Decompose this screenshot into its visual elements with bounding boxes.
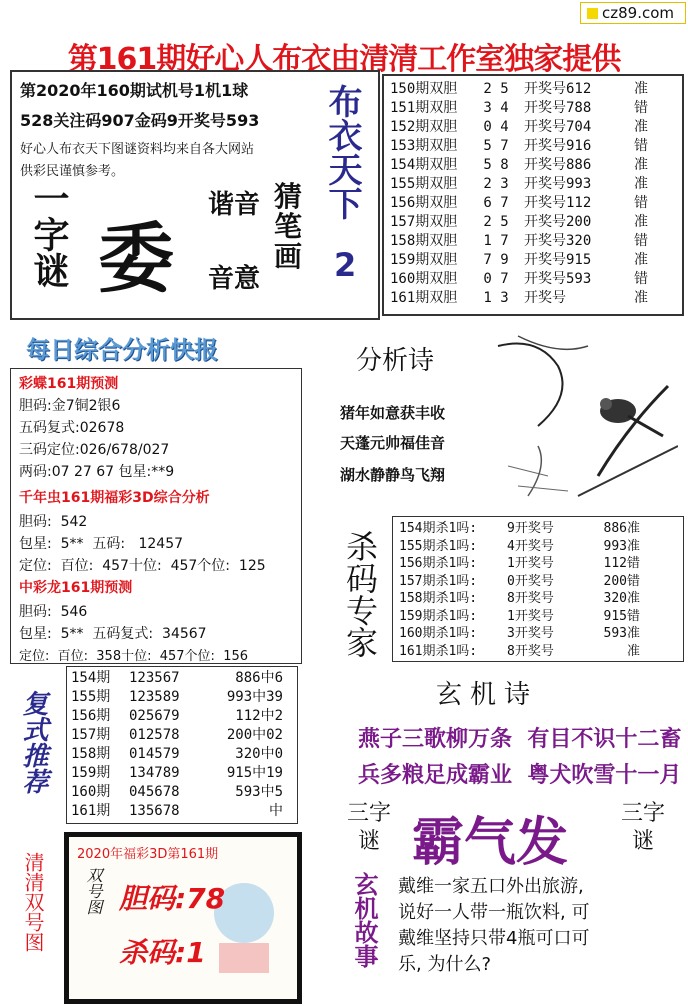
history-issue: 153期双胆 bbox=[390, 138, 458, 154]
compound-row bbox=[71, 745, 293, 764]
kill-code-label: 杀码专家 bbox=[341, 530, 379, 658]
compound-issue: 160期 bbox=[71, 784, 111, 800]
compound-nums: 135678 bbox=[129, 803, 180, 819]
caidie-line4: 两码:07 27 67 包星:**9 bbox=[19, 464, 175, 480]
history-issue: 154期双胆 bbox=[390, 157, 458, 173]
kill-open: 3开奖号 bbox=[507, 626, 554, 641]
caution-note: 供彩民谨慎参考。 bbox=[20, 164, 125, 179]
three-char-riddle-left: 三字谜 bbox=[346, 801, 391, 854]
site-domain: cz89.com bbox=[602, 4, 675, 22]
story-line1: 戴维一家五口外出旅游, bbox=[398, 876, 584, 897]
history-row bbox=[390, 194, 676, 213]
compound-issue: 154期 bbox=[71, 670, 111, 686]
history-mark: 错 bbox=[634, 233, 648, 249]
compound-nums: 014579 bbox=[129, 746, 180, 762]
mystery-poem-line2: 兵多粮足成霸业 粤犬吹雪十一月 bbox=[358, 763, 682, 788]
history-row bbox=[390, 137, 676, 156]
story-label: 玄机故事 bbox=[350, 872, 378, 968]
kill-row bbox=[399, 643, 677, 661]
kill-row bbox=[399, 520, 677, 538]
story-line4: 乐, 为什么? bbox=[398, 954, 491, 975]
history-row bbox=[390, 156, 676, 175]
kill-mark: 错 bbox=[627, 608, 641, 624]
compound-issue: 159期 bbox=[71, 765, 111, 781]
compound-nums: 123567 bbox=[129, 670, 180, 686]
analysis-poem-line2: 天蓬元帅福佳音 bbox=[340, 434, 446, 452]
kill-issue: 160期杀1吗: bbox=[399, 626, 478, 641]
analysis-poem-title: 分析诗 bbox=[356, 346, 435, 376]
focus-code-line: 528关注码907金码9开奖号593 bbox=[20, 111, 260, 130]
compound-nums: 134789 bbox=[129, 765, 180, 781]
compound-result: 112中2 bbox=[235, 708, 283, 724]
fc3d-title: 2020年福彩3D第161期 bbox=[77, 847, 219, 862]
kill-issue: 155期杀1吗: bbox=[399, 538, 478, 554]
compound-row bbox=[71, 764, 293, 783]
kill-issue: 158期杀1吗: bbox=[399, 591, 478, 606]
history-row bbox=[390, 213, 676, 232]
compound-nums: 025679 bbox=[129, 708, 180, 724]
history-row bbox=[390, 251, 676, 270]
kill-mark: 准 bbox=[627, 591, 641, 606]
hint-strokes: 猜笔画 bbox=[274, 180, 303, 273]
kill-open: 8开奖号 bbox=[507, 591, 554, 606]
qingqing-double-label: 清清双号图 bbox=[21, 852, 45, 952]
history-mark: 错 bbox=[634, 100, 648, 116]
compound-result: 993中39 bbox=[226, 689, 283, 705]
kill-mark: 准 bbox=[627, 521, 641, 536]
kill-issue: 159期杀1吗: bbox=[399, 608, 478, 624]
history-issue: 158期双胆 bbox=[390, 233, 458, 249]
history-row bbox=[390, 99, 676, 118]
history-result: 开奖号612 bbox=[524, 81, 592, 97]
history-issue: 151期双胆 bbox=[390, 100, 458, 116]
history-dan: 1 3 bbox=[483, 290, 509, 306]
brand-title: 布衣天下 bbox=[322, 84, 362, 220]
history-dan: 0 7 bbox=[483, 271, 509, 287]
kill-row bbox=[399, 590, 677, 608]
kill-mark: 准 bbox=[627, 626, 641, 641]
compound-nums: 045678 bbox=[129, 784, 180, 800]
qnc-line1: 胆码: 542 bbox=[19, 514, 88, 530]
analysis-poem-line3: 湖水静静鸟飞翔 bbox=[340, 466, 446, 484]
history-result: 开奖号200 bbox=[524, 214, 592, 230]
compound-row bbox=[71, 669, 293, 688]
three-char-riddle-right: 三字谜 bbox=[620, 801, 665, 854]
compound-issue: 158期 bbox=[71, 746, 111, 762]
history-issue: 155期双胆 bbox=[390, 176, 458, 192]
history-mark: 错 bbox=[634, 195, 648, 211]
history-issue: 156期双胆 bbox=[390, 195, 458, 211]
mystery-poem-line1: 燕子三歌柳万条 有目不识十二畜 bbox=[358, 727, 682, 752]
kill-row bbox=[399, 608, 677, 626]
history-issue: 160期双胆 bbox=[390, 271, 458, 287]
compound-row bbox=[71, 783, 293, 802]
story-line2: 说好一人带一瓶饮料, 可 bbox=[398, 902, 590, 923]
history-result: 开奖号993 bbox=[524, 176, 592, 192]
kill-row bbox=[399, 573, 677, 591]
daily-report-title: 每日综合分析快报 bbox=[26, 336, 218, 364]
history-dan: 2 5 bbox=[483, 214, 509, 230]
source-note: 好心人布衣天下图谜资料均来自各大网站 bbox=[20, 142, 255, 157]
kill-num: 320 bbox=[603, 591, 627, 606]
compound-nums: 123589 bbox=[129, 689, 180, 705]
history-mark: 错 bbox=[634, 138, 648, 154]
history-issue: 157期双胆 bbox=[390, 214, 458, 230]
kill-issue: 161期杀1吗: bbox=[399, 643, 478, 659]
compound-row bbox=[71, 726, 293, 745]
history-dan: 2 5 bbox=[483, 81, 509, 97]
site-badge[interactable] bbox=[580, 2, 686, 24]
caidie-title: 彩蝶161期预测 bbox=[19, 376, 119, 392]
zcl-line3: 定位: 百位: 358十位: 457个位: 156 bbox=[19, 649, 249, 664]
kill-open: 8开奖号 bbox=[507, 643, 554, 659]
history-dan: 2 3 bbox=[483, 176, 509, 192]
compound-result: 200中02 bbox=[226, 727, 283, 743]
history-row bbox=[390, 289, 676, 308]
zcl-line1: 胆码: 546 bbox=[19, 604, 88, 620]
history-row bbox=[390, 80, 676, 99]
history-mark: 准 bbox=[634, 119, 648, 135]
kill-issue: 154期杀1吗: bbox=[399, 521, 478, 536]
hint-meaning: 音意 bbox=[208, 264, 261, 294]
kill-mark: 准 bbox=[627, 643, 641, 659]
kill-open: 0开奖号 bbox=[507, 573, 554, 589]
history-result: 开奖号788 bbox=[524, 100, 592, 116]
qnc-line2: 包星: 5** 五码: 12457 bbox=[19, 536, 184, 552]
compound-result: 中 bbox=[269, 803, 283, 819]
kill-num: 593 bbox=[603, 626, 627, 641]
compound-issue: 156期 bbox=[71, 708, 111, 724]
history-dan: 0 4 bbox=[483, 119, 509, 135]
history-mark: 准 bbox=[634, 157, 648, 173]
kill-mark: 错 bbox=[627, 556, 641, 571]
caidie-line3: 三码定位:026/678/027 bbox=[19, 442, 170, 458]
history-mark: 准 bbox=[634, 176, 648, 192]
compound-issue: 155期 bbox=[71, 689, 111, 705]
fc3d-dan: 胆码:78 bbox=[119, 882, 226, 915]
analysis-poem-line1: 猪年如意获丰收 bbox=[340, 404, 446, 422]
history-dan: 1 7 bbox=[483, 233, 509, 249]
history-dan: 5 7 bbox=[483, 138, 509, 154]
kill-num: 112 bbox=[603, 556, 627, 571]
history-row bbox=[390, 175, 676, 194]
compound-pick-label: 复式推荐 bbox=[18, 690, 48, 794]
test-number-line: 第2020年160期试机号1机1球 bbox=[20, 81, 249, 100]
riddle-big-char: 委 bbox=[98, 214, 174, 303]
history-result: 开奖号886 bbox=[524, 157, 592, 173]
history-result: 开奖号593 bbox=[524, 271, 592, 287]
history-mark: 准 bbox=[634, 290, 648, 306]
story-line3: 戴维坚持只带4瓶可口可 bbox=[398, 928, 590, 949]
kill-mark: 错 bbox=[627, 573, 641, 589]
kill-mark: 准 bbox=[627, 538, 641, 554]
kill-num: 993 bbox=[603, 538, 627, 554]
kill-open: 4开奖号 bbox=[507, 538, 554, 554]
kill-row bbox=[399, 538, 677, 556]
compound-issue: 161期 bbox=[71, 803, 111, 819]
riddle-big-text: 霸气发 bbox=[412, 813, 569, 873]
history-result: 开奖号704 bbox=[524, 119, 592, 135]
history-issue: 161期双胆 bbox=[390, 290, 458, 306]
history-mark: 准 bbox=[634, 214, 648, 230]
kill-row bbox=[399, 625, 677, 643]
compound-nums: 012578 bbox=[129, 727, 180, 743]
history-result: 开奖号320 bbox=[524, 233, 592, 249]
history-dan: 3 4 bbox=[483, 100, 509, 116]
compound-row bbox=[71, 707, 293, 726]
kill-open: 9开奖号 bbox=[507, 521, 554, 536]
kill-row bbox=[399, 555, 677, 573]
kill-num: 915 bbox=[603, 608, 627, 624]
compound-row bbox=[71, 688, 293, 707]
history-result: 开奖号112 bbox=[524, 195, 592, 211]
brand-number: 2 bbox=[334, 246, 357, 284]
mystery-poem-title: 玄机诗 bbox=[436, 680, 539, 710]
history-result: 开奖号 bbox=[524, 290, 566, 306]
kill-open: 1开奖号 bbox=[507, 556, 554, 571]
compound-result: 915中19 bbox=[226, 765, 283, 781]
zcl-line2: 包星: 5** 五码复式: 34567 bbox=[19, 626, 207, 642]
fc3d-sha: 杀码:1 bbox=[119, 936, 206, 969]
zcl-title: 中彩龙161期预测 bbox=[19, 580, 133, 596]
history-row bbox=[390, 232, 676, 251]
kill-issue: 156期杀1吗: bbox=[399, 556, 478, 571]
history-dan: 7 9 bbox=[483, 252, 509, 268]
compound-issue: 157期 bbox=[71, 727, 111, 743]
qnc-line3: 定位: 百位: 457十位: 457个位: 125 bbox=[19, 558, 266, 574]
page-title: 第161期好心人布衣由清清工作室独家提供 bbox=[67, 42, 621, 77]
kill-issue: 157期杀1吗: bbox=[399, 573, 478, 589]
forecast-panel bbox=[10, 368, 302, 664]
compound-result: 593中5 bbox=[235, 784, 283, 800]
compound-result: 320中0 bbox=[235, 746, 283, 762]
hint-homophone: 谐音 bbox=[208, 190, 261, 220]
qnc-title: 千年虫161期福彩3D综合分析 bbox=[19, 490, 210, 506]
history-row bbox=[390, 270, 676, 289]
double-dan-history bbox=[382, 74, 684, 316]
history-issue: 152期双胆 bbox=[390, 119, 458, 135]
history-issue: 150期双胆 bbox=[390, 81, 458, 97]
history-mark: 准 bbox=[634, 81, 648, 97]
history-result: 开奖号915 bbox=[524, 252, 592, 268]
site-logo-icon bbox=[587, 8, 598, 19]
fc3d-side-label: 双号图 bbox=[84, 867, 103, 915]
history-dan: 5 8 bbox=[483, 157, 509, 173]
caidie-line1: 胆码:金7铜2银6 bbox=[19, 398, 121, 414]
history-issue: 159期双胆 bbox=[390, 252, 458, 268]
kill-open: 1开奖号 bbox=[507, 608, 554, 624]
fc3d-panel bbox=[64, 832, 302, 1004]
history-dan: 6 7 bbox=[483, 195, 509, 211]
compound-result: 886中6 bbox=[235, 670, 283, 686]
history-mark: 准 bbox=[634, 252, 648, 268]
history-result: 开奖号916 bbox=[524, 138, 592, 154]
compound-pick-table bbox=[66, 666, 298, 824]
caidie-line2: 五码复式:02678 bbox=[19, 420, 125, 436]
history-row bbox=[390, 118, 676, 137]
history-mark: 错 bbox=[634, 271, 648, 287]
kill-code-table bbox=[392, 516, 684, 662]
kill-num: 886 bbox=[603, 521, 627, 536]
kill-num: 200 bbox=[603, 573, 627, 589]
one-char-riddle-label: 一字谜 bbox=[28, 180, 69, 288]
bird-ink-painting bbox=[478, 326, 678, 506]
compound-row bbox=[71, 802, 293, 821]
